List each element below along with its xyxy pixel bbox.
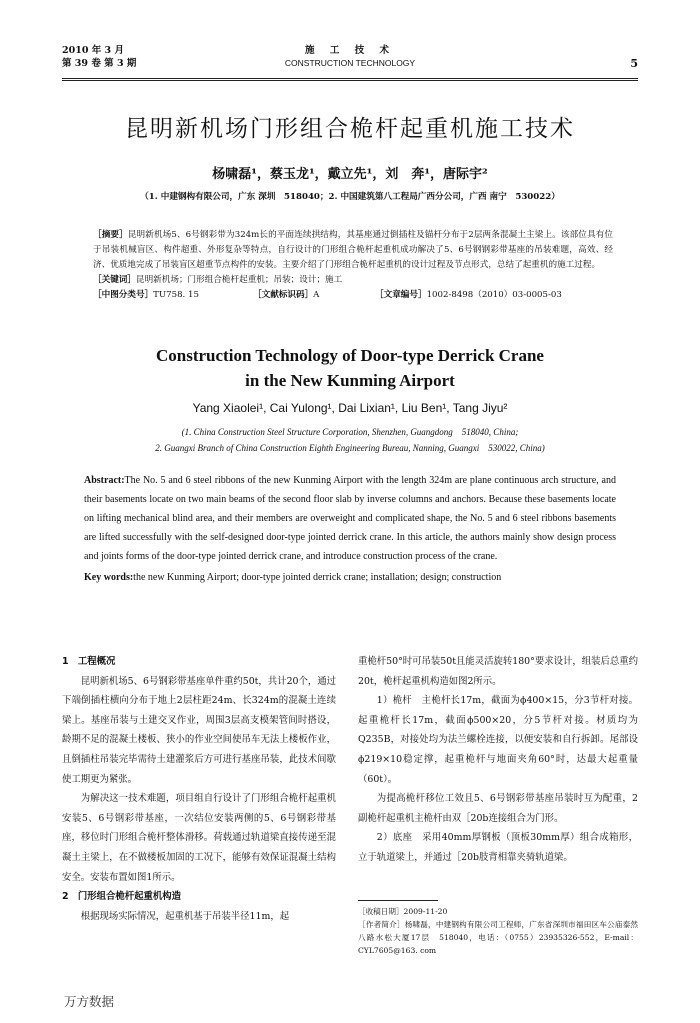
- right-paragraph-1: 重桅杆50°时可吊装50t且能灵活旋转180°要求设计，组装后总重约20t，桅杆起重机构造如图2所示。: [358, 656, 638, 687]
- affiliation-en-1: (1. China Construction Steel Structure Corporation, Shenzhen, Guangdong 518040, China;: [181, 427, 519, 437]
- page-number: 5: [630, 57, 638, 70]
- keywords-cn-label: ［关键词］: [93, 275, 136, 285]
- keywords-en-label: Key words:: [84, 572, 134, 583]
- article-title-en: [0, 343, 700, 393]
- section-2-paragraph-1: 根据现场实际情况，起重机基于吊装半径11m，起: [80, 910, 290, 922]
- keywords-cn-text: 昆明新机场；门形组合桅杆起重机；吊装；设计；施工: [135, 275, 343, 285]
- abstract-cn-label: ［摘要］: [93, 230, 128, 240]
- affiliation-en: [0, 424, 700, 456]
- right-paragraph-2: 1）桅杆 主桅杆长17m，截面为ϕ400×15，分3节杆对接。起重桅杆长17m，截面ϕ500×20，分5节杆对接。材质均为Q235B，对接处均为法兰螺栓连接，以便安装和自行拆卸。尾部设ϕ219×10稳定撑，起重桅杆与地面夹角60°时，达最大起重量（60t）。: [358, 695, 638, 785]
- article-title-en-line1: Construction Technology of Door-type Derrick Crane: [156, 346, 544, 365]
- authors-en: Yang Xiaolei¹, Cai Yulong¹, Dai Lixian¹, Liu Ben¹, Tang Jiyu²: [192, 401, 508, 415]
- abstract-cn-text: 昆明新机场5、6号钢彩带为324m长的平面连续拱结构，其基座通过倒插柱及锚杆分布于2层两条混凝土主梁上。该部位具有位于吊装机械盲区、构件超重、外形复杂等特点，自行设计的门形组合桅杆起重机成功解决了5、6号钢钢彩带基座的吊装难题，高效、经济、优质地完成了吊装盲区超重节点构件的安装。主要介绍了门形组合桅杆起重机的设计过程及节点形式，总结了起重机的施工过程。: [93, 230, 613, 270]
- section-1-heading: 1 工程概况: [62, 656, 116, 667]
- keywords-cn: [93, 273, 613, 288]
- received-date: ［收稿日期］2009-11-20: [358, 907, 448, 916]
- authors-cn: 杨啸磊¹，蔡玉龙¹，戴立先¹，刘 奔¹，唐际宇²: [212, 167, 488, 182]
- issue-date: 2010 年 3 月: [62, 45, 124, 56]
- wanfang-watermark: 万方数据: [64, 994, 115, 1009]
- right-paragraph-4: 2）底座 采用40mm厚钢板（顶板30mm厚）组合成箱形，立于轨道梁上，并通过［20b肢背相靠夹骑轨道梁。: [358, 832, 638, 863]
- article-number: ［文章编号］1002-8498（2010）03-0005-03: [375, 290, 562, 300]
- article-title-en-line2: in the New Kunming Airport: [245, 371, 455, 390]
- abstract-cn: [93, 228, 613, 273]
- author-footnote: [358, 900, 638, 957]
- clc-number: ［中图分类号］TU758. 15: [93, 290, 199, 300]
- document-code: ［文献标识码］A: [253, 290, 320, 300]
- abstract-en-block: [84, 471, 616, 587]
- article-title-cn: 昆明新机场门形组合桅杆起重机施工技术: [125, 116, 575, 142]
- body-column-left: [62, 652, 336, 926]
- section-2-heading: 2 门形组合桅杆起重机构造: [62, 891, 182, 903]
- journal-name-en: CONSTRUCTION TECHNOLOGY: [284, 58, 416, 68]
- issue-volume: 第 39 卷 第 3 期: [62, 58, 137, 69]
- body-column-right: [358, 652, 638, 868]
- section-1-paragraph-2: 为解决这一技术难题，项目组自行设计了门形组合桅杆起重机安装5、6号钢彩带基座，一次结位安装两侧的5、6号钢彩带基座，移位时门形组合桅杆整体滑移。荷载通过轨道梁直接传递至混凝土主梁上，在不做楼板加固的工况下，能够有效保证混凝土结构安全。安装布置如图1所示。: [62, 793, 336, 883]
- journal-name: [62, 44, 638, 70]
- header-rule-secondary: [62, 80, 638, 81]
- affiliation-cn: （1. 中建钢构有限公司，广东 深圳 518040；2. 中国建筑第八工程局广西分公司，广西 南宁 530022）: [140, 192, 560, 202]
- footnote-rule: [358, 900, 438, 901]
- keywords-en-text: the new Kunming Airport; door-type jointed derrick crane; installation; design; construction: [133, 572, 502, 583]
- keywords-en: [84, 568, 616, 587]
- section-1-paragraph-1: 昆明新机场5、6号钢彩带基座单件重约50t，共计20个，通过下端倒插柱横向分布于地上2层柱距24m、长324m的混凝土连续梁上。基座吊装与土建交叉作业，周围3层高支模架管间时搭设，龄期不足的混凝土楼板、狭小的作业空间使吊车无法上楼板作业，且倒插柱吊装完毕需待土建灌浆后方可进行基座吊装，此技术间歇使工期更为紧张。: [62, 675, 336, 785]
- abstract-cn-block: [93, 228, 613, 303]
- author-bio: ［作者简介］杨啸磊，中建钢构有限公司工程师，广东省深圳市福田区车公庙泰然八路水松大厦17层 518040，电话：（0755）23935326-552，E-mail：CYL7605@163. com: [358, 920, 638, 955]
- journal-name-cn: 施 工 技 术: [305, 45, 395, 56]
- abstract-en: [84, 471, 616, 566]
- right-paragraph-3: 为提高桅杆移位工效且5、6号钢彩带基座吊装时互为配重，2副桅杆起重机主桅杆由双［20b连接组合为门形。: [358, 793, 638, 824]
- abstract-en-text: The No. 5 and 6 steel ribbons of the new Kunming Airport with the length 324m are plane continuous arch structure, and their basements locate on two main beams of the second floor slab by inverse columns and anchors. Because these basements locate on lifting mechanical blind area, and their members are overweight and complicated shape, the No. 5 and 6 steel ribbons basements are lifted successfully with the self-designed door-type jointed derrick crane. In this article, the authors mainly show design process and joints forms of the door-type jointed derrick crane, and introduce construction process of the crane.: [84, 475, 616, 562]
- running-header: [62, 44, 638, 78]
- affiliation-en-2: 2. Guangxi Branch of China Construction Eighth Engineering Bureau, Nanning, Guangxi 530022, China): [155, 443, 545, 453]
- classification-row: [93, 288, 613, 303]
- header-rule: [62, 78, 638, 79]
- abstract-en-label: Abstract:: [84, 475, 125, 486]
